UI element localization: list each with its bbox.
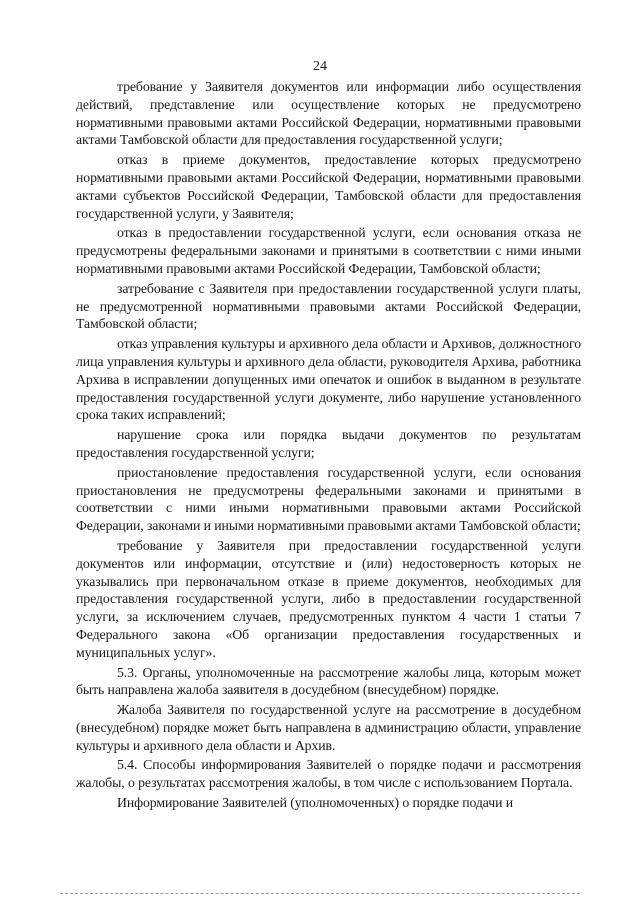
paragraph: отказ в приеме документов, предоставление которых предусмотрено нормативными правовыми актами Российской Федерации, нормативными правовыми актами субъектов Российской Федерации, Тамбовской области для предоставления государственной услуги, у Заявителя; — [76, 152, 581, 221]
paragraph: отказ в предоставлении государственной услуги, если основания отказа не предусмотрены федеральными законами и принятыми в соответствии с ними иными нормативными правовыми актами Российской Федерации, Тамбовской области; — [76, 225, 581, 276]
paragraph: Жалоба Заявителя по государственной услуге на рассмотрение в досудебном (внесудебном) порядке может быть направлена в администрацию области, управление культуры и архивного дела области и Архив. — [76, 702, 581, 753]
document-body — [76, 78, 581, 814]
paragraph: затребование с Заявителя при предоставлении государственной услуги платы, не предусмотренной нормативными правовыми актами Российской Федерации, Тамбовской области; — [76, 280, 581, 332]
paragraph: Информирование Заявителей (уполномоченных) о порядке подачи и — [117, 795, 514, 811]
scan-edge-divider — [60, 893, 580, 894]
paragraph: требование у Заявителя документов или информации либо осуществления действий, представление или осуществление которых не предусмотрено нормативными правовыми актами Российской Федерации, нормативными правовыми актами Тамбовской области для предоставления государственной услуги; — [76, 79, 581, 148]
paragraph: приостановление предоставления государственной услуги, если основания приостановления не предусмотрены федеральными законами и принятыми в соответствии с ними иными нормативными правовыми актами Российской Федерации, законами и иными нормативными правовыми актами Тамбовской области; — [76, 464, 581, 534]
page-number: 24 — [313, 59, 327, 74]
section-5-3: 5.3. Органы, уполномоченные на рассмотрение жалобы лица, которым может быть направлена жалоба заявителя в досудебном (внесудебном) порядке. — [76, 664, 581, 698]
paragraph: нарушение срока или порядка выдачи документов по результатам предоставления государственной услуги; — [76, 427, 581, 460]
section-5-4: 5.4. Способы информирования Заявителей о порядке подачи и рассмотрения жалобы, о результатах рассмотрения жалобы, в том числе с использованием Портала. — [76, 757, 581, 791]
paragraph: требование у Заявителя при предоставлении государственной услуги документов или информации, отсутствие и (или) недостоверность которых не указывались при первоначальном отказе в приеме документов, необходимых для предоставления государственной услуги, либо в предоставлении государственной услуги, за исключением случаев, предусмотренных пунктом 4 части 1 статьи 7 Федерального закона «Об организации предоставления государственных и муниципальных услуг». — [76, 537, 581, 660]
paragraph: отказ управления культуры и архивного дела области и Архивов, должностного лица управления культуры и архивного дела области, руководителя Архива, работника Архива в исправлении допущенных ими опечаток и ошибок в выданном в результате предоставления государственной услуги документе, либо нарушение установленного срока таких исправлений; — [76, 336, 581, 423]
